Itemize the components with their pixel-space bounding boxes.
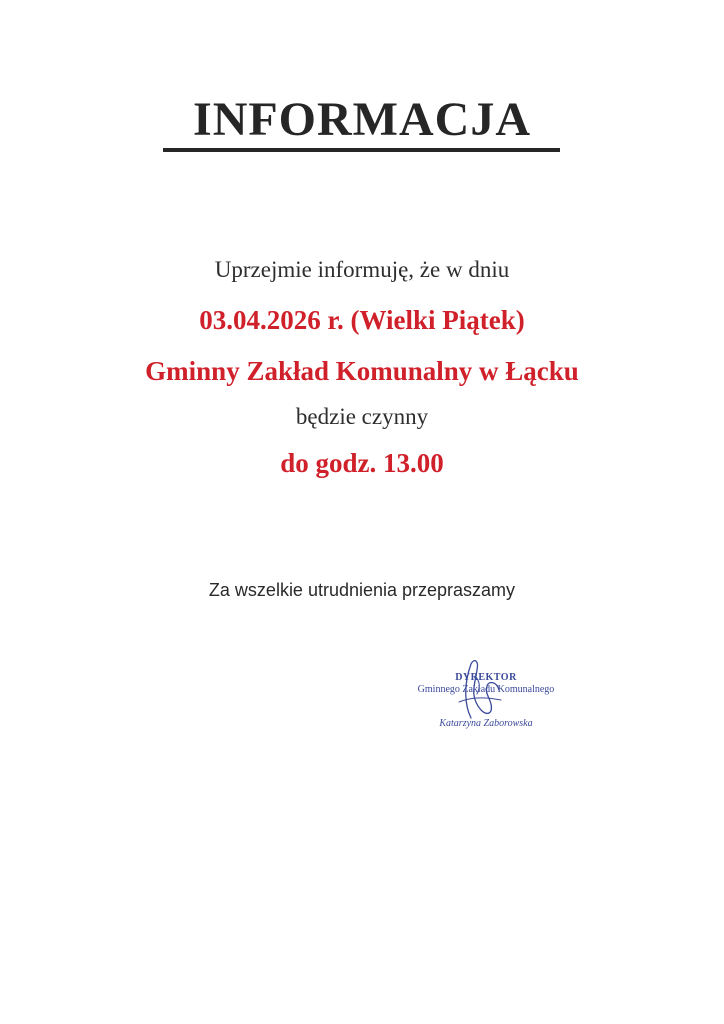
hours-line: do godz. 13.00 xyxy=(280,448,444,478)
stamp-title: DYREKTOR xyxy=(455,672,517,683)
apology-text: Za wszelkie utrudnienia przepraszamy xyxy=(208,580,516,600)
open-status-line: będzie czynny xyxy=(295,404,429,429)
institution-line: Gminny Zakład Komunalny w Łącku xyxy=(145,356,579,386)
director-stamp xyxy=(396,656,576,740)
stamp-organization: Gminnego Zakładu Komunalnego xyxy=(417,684,555,695)
title-underline xyxy=(163,148,560,152)
stamp-name: Katarzyna Zaborowska xyxy=(439,718,533,729)
document-title: INFORMACJA xyxy=(193,93,531,146)
intro-line: Uprzejmie informuję, że w dniu xyxy=(214,257,510,282)
date-line: 03.04.2026 r. (Wielki Piątek) xyxy=(199,305,525,335)
